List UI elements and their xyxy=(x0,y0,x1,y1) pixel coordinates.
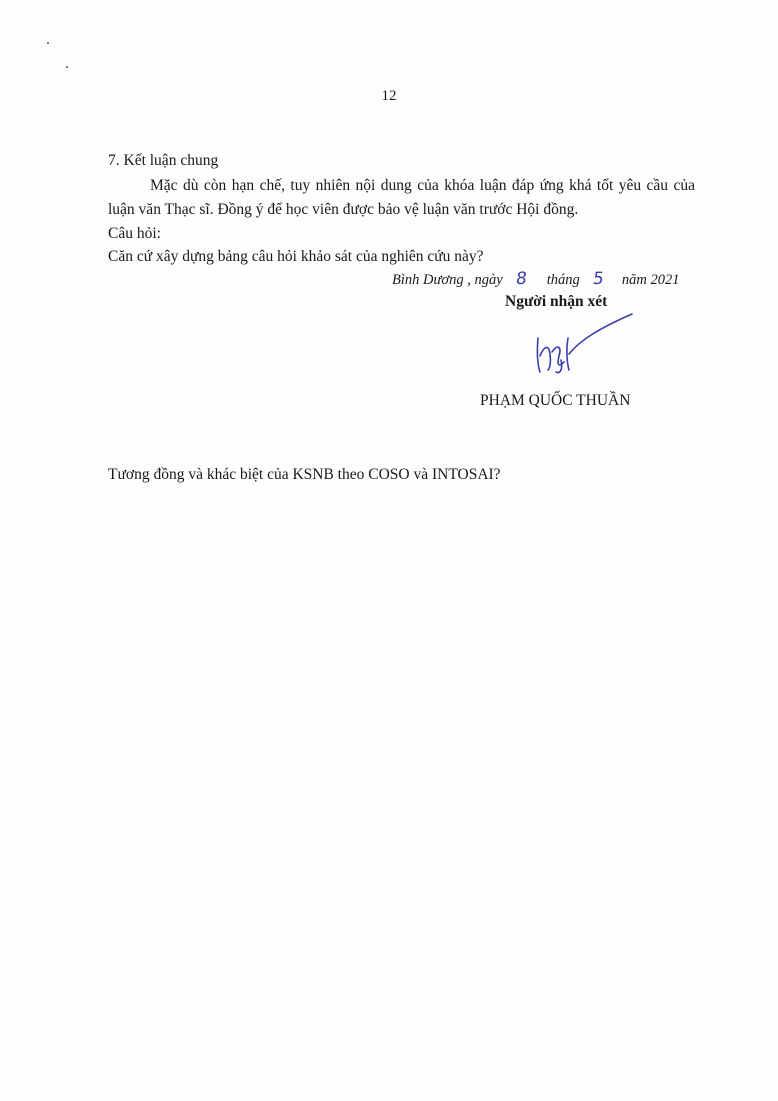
date-line xyxy=(392,269,680,290)
reviewer-name: PHẠM QUỐC THUẦN xyxy=(480,392,631,409)
month-label: tháng xyxy=(546,272,580,288)
date-prefix: Bình Dương , ngày xyxy=(392,272,503,288)
scan-speck xyxy=(66,66,68,68)
conclusion-paragraph-line-2: luận văn Thạc sĩ. Đồng ý để học viên được bảo vệ luận văn trước Hội đồng. xyxy=(108,201,579,218)
handwritten-day: 8 xyxy=(514,269,529,289)
reviewer-title: Người nhận xét xyxy=(505,293,608,310)
signature xyxy=(528,308,638,378)
question-2: Tương đồng và khác biệt của KSNB theo COSO và INTOSAI? xyxy=(108,466,501,483)
conclusion-paragraph-line-1: Mặc dù còn hạn chế, tuy nhiên nội dung của khóa luận đáp ứng khá tốt yêu cầu của xyxy=(150,177,695,194)
year-text: năm 2021 xyxy=(621,272,680,288)
section-heading: 7. Kết luận chung xyxy=(108,152,219,169)
handwritten-month: 5 xyxy=(592,269,606,289)
page-number: 12 xyxy=(381,88,397,104)
scan-speck xyxy=(47,42,49,44)
question-1: Căn cứ xây dựng bảng câu hỏi khảo sát của nghiên cứu này? xyxy=(108,248,484,265)
question-label: Câu hỏi: xyxy=(108,225,161,242)
